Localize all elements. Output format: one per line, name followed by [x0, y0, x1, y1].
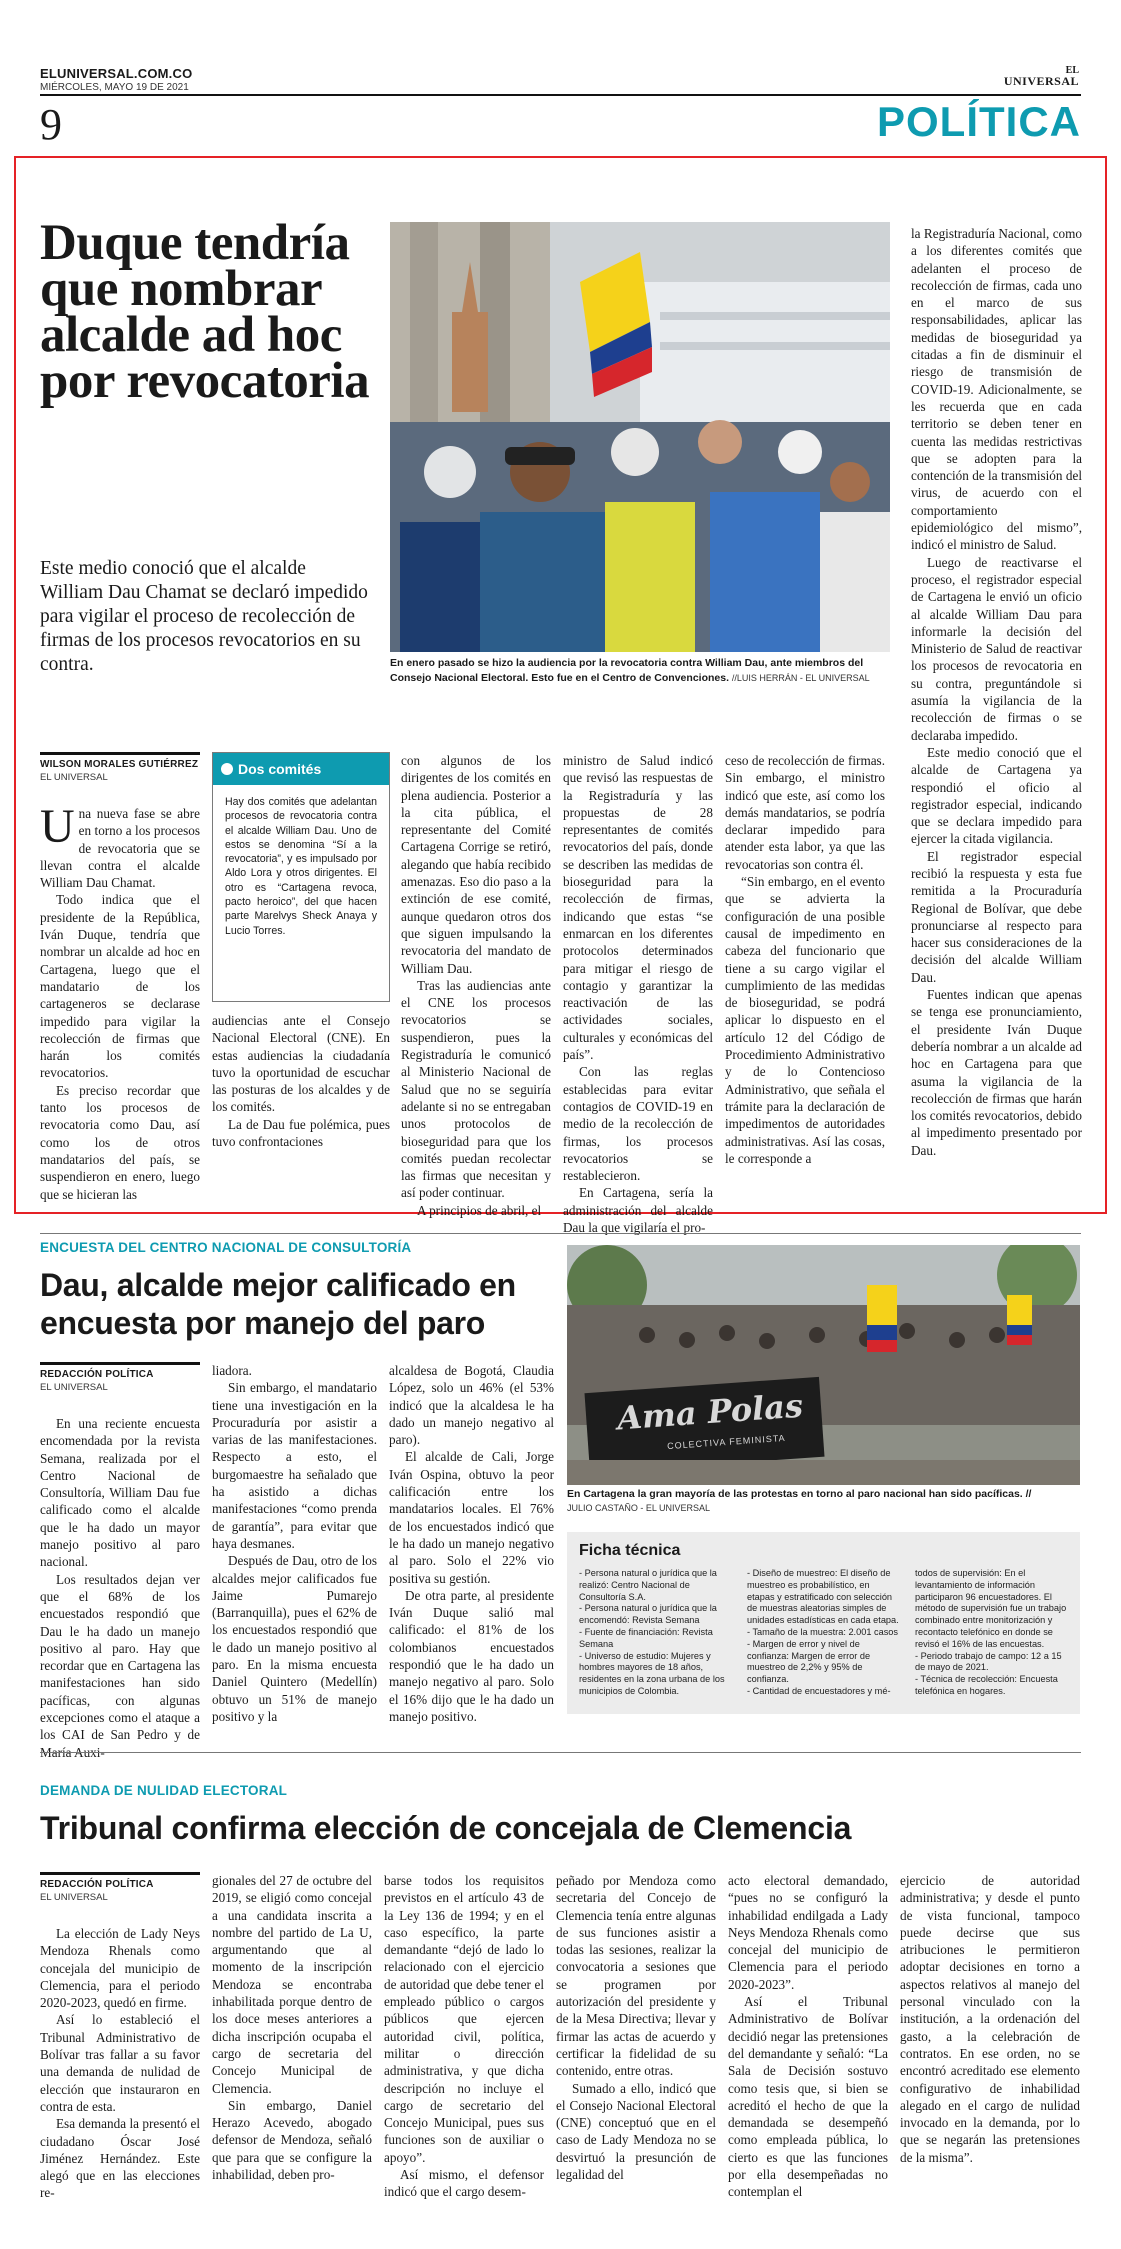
paragraph: Una nueva fase se abre en torno a los procesos de revocatoria que se llevan contra el alcalde William Dau Chamat.	[40, 800, 200, 891]
paragraph: Luego de reactivarse el proceso, el registrador especial de Cartagena le envió un oficio al alcalde William Dau para informarle la decisión del Ministerio de Salud de reactivar los procesos de revocatoria en su contra, preguntándole si asumía la vigilancia de la recolección de firmas o se declaraba impedido.	[911, 554, 1082, 743]
paragraph: peñado por Mendoza como secretaria del Concejo de Clemencia tenía entre algunas de sus funciones asistir a todas las sesiones, realizar la convocatoria a sesiones que se programen por autorización del presidente y de la Mesa Directiva; llevar y firmar las actas de acuerdo y certificar la fidelidad de su contenido, entre otras.	[556, 1873, 716, 2079]
paragraph: La de Dau fue polémica, pues tuvo confrontaciones	[212, 1116, 390, 1150]
paragraph: la Registraduría Nacional, como a los diferentes comités que adelanten el proceso de recolección de firmas, cada uno en el marco de sus responsabilidades, aplicar las medidas de bioseguridad ya citadas a fin de disminuir el riesgo de transmisión de COVID-19. Adicionalmente, se les recuerda que en cada territorio se deben tener en cuenta las medidas restrictivas que se adopten para la contención de la transmisión del virus, de acuerdo con el comportamiento epidemiológico del mismo”, indicó el ministro de Salud.	[911, 226, 1082, 553]
paragraph: Este medio conoció que el alcalde de Cartagena ya respondió el oficio al registrador especial, indicando que se declara impedido para ejercer la citada vigilancia.	[911, 744, 1082, 847]
paragraph: Fuentes indican que apenas se tenga ese pronunciamiento, el presidente Iván Duque debería nombrar a un alcalde ad hoc en Cartagena para que asuma la vigilancia de la recolección de firmas que harán los comités revocatorios, debido al impedimento presentado por Dau.	[911, 987, 1082, 1158]
article3-col5	[728, 1872, 888, 2201]
article2-col1	[40, 1415, 200, 1761]
byline-org: EL UNIVERSAL	[40, 1382, 108, 1393]
article2-headline: Dau, alcalde mejor calificado en encuesta por manejo del paro	[40, 1267, 516, 1341]
article2-kicker: ENCUESTA DEL CENTRO NACIONAL DE CONSULTORÍA	[40, 1240, 412, 1255]
paragraph: En Cartagena, sería la administración del alcalde Dau la que vigilaría el pro-	[563, 1185, 713, 1236]
article2-col2	[212, 1362, 377, 1725]
paragraph: alcaldesa de Bogotá, Claudia López, solo un 46% (el 53% indicó que la alcaldesa le ha dado un manejo negativo al paro).	[389, 1363, 554, 1448]
paragraph: De otra parte, al presidente Iván Duque salió mal calificado: el 81% de los colombianos encuestados respondió que le ha dado un manejo negativo al paro. Solo el 16% dijo que le ha dado un manejo positivo.	[389, 1587, 554, 1724]
paragraph: audiencias ante el Consejo Nacional Electoral (CNE). En estas audiencias la ciudadanía tuvo la oportunidad de escuchar las posturas de los alcaldes y de los comités.	[212, 1013, 390, 1115]
byline-name: WILSON MORALES GUTIÉRREZ	[40, 752, 200, 770]
article2-col3	[389, 1362, 554, 1725]
logo-universal: UNIVERSAL	[1003, 74, 1079, 88]
article3-col4	[556, 1872, 716, 2183]
paragraph: Así mismo, el defensor indicó que el cargo desem-	[384, 2167, 544, 2200]
section-title: POLÍTICA	[877, 98, 1081, 145]
logo-el: EL	[1065, 65, 1079, 76]
paragraph: ejercicio de autoridad administrativa; y desde el punto de vista funcional, tampoco puede decirse que sus atribuciones le permitieron adoptar decisiones en torno a aspectos relativos al manejo del personal vinculado con la institución, a la ordenación del gasto, a la celebración de contratos. En ese orden, no se encontró acreditado ese elemento configurativo de inhabilidad alegado en el cargo de nulidad invocado en la demanda, por lo que se negarán las pretensiones de la misma”.	[900, 1873, 1080, 2165]
paragraph: Después de Dau, otro de los alcaldes mejor calificados fue Jaime Pumarejo (Barranquilla), pues el 62% de los encuestados respondió que le dado un manejo positivo al paro. En la misma encuesta Daniel Quintero (Medellín) obtuvo un 51% de manejo positivo y la	[212, 1553, 377, 1724]
paragraph: gionales del 27 de octubre del 2019, se eligió como concejal a una candidata inscrita a nombre del partido de La U, argumentando que al momento de la inscripción Mendoza se encontraba inhabilitada porque dentro de los doce meses anteriores a dicha inscripción ocupaba el cargo de secretaria del Concejo Municipal de Clemencia.	[212, 1873, 372, 2096]
paragraph: Sumado a ello, indicó que el Consejo Nacional Electoral (CNE) conceptuó que en el caso de Lady Mendoza no se desvirtuó la presunción de legalidad del	[556, 2080, 716, 2183]
article1-col5	[725, 752, 885, 1167]
byline-org: EL UNIVERSAL	[40, 772, 108, 783]
article3-col2	[212, 1872, 372, 2183]
sidebar-box	[212, 752, 390, 1002]
article1-col3	[401, 752, 551, 1219]
sidebar-title: Dos comités	[238, 761, 322, 777]
paragraph: Así el Tribunal Administrativo de Bolívar decidió negar las pretensiones del demandante y señaló: “La Sala de Decisión sostuvo como tesis que, si bien se acreditó el hecho de que la demandada se desempeñó como empleada pública, lo cierto es que las funciones por ella desempeñadas no contemplan el	[728, 1994, 888, 2200]
article1-dek: Este medio conoció que el alcalde William Dau Chamat se declaró impedido para vigilar el proceso de recolección de firmas de los procesos revocatorios en su contra.	[40, 558, 368, 675]
article1-col2	[212, 1012, 390, 1150]
drop-cap: U	[40, 800, 75, 853]
paragraph: con algunos de los dirigentes de los comités en plena audiencia. Posterior a la cita pública, el representante del Comité Cartagena Corrige se retiró, alegando que había recibido amenazas. Eso dio paso a la extinción de ese comité, aunque quedaron otros dos que siguen impulsando la revocatoria del mandato de William Dau.	[401, 753, 551, 976]
photo-credit: JULIO CASTAÑO - EL UNIVERSAL	[567, 1503, 711, 1513]
article1-headline: Duque tendría que nombrar alcalde ad hoc por revocatoria	[40, 215, 370, 409]
article3-col3	[384, 1872, 544, 2201]
ficha-col2: - Diseño de muestreo: El diseño de muestreo es probabilístico, en etapas y estratificado con selección de muestras aleatorias simples de unidades estadísticas en cada etapa. - Tamaño de la muestra: 2.001 casos - Margen de error y nivel de confianza: Margen de error de muestreo de 2,2% y 95% de confianza. - Cantidad de encuestadores y mé-	[747, 1568, 899, 1696]
paragraph: Tras las audiencias ante el CNE los procesos revocatorios se suspendieron, pues la Registraduría le comunicó al Ministerio Nacional de Salud que no se seguiría adelante si no se entregaban unos protocolos de bioseguridad para que los comités puedan recolectar las firmas que necesitan y así poder continuar.	[401, 977, 551, 1201]
crowd-photo	[390, 222, 890, 652]
article3-kicker: DEMANDA DE NULIDAD ELECTORAL	[40, 1783, 288, 1798]
paragraph: Los resultados dejan ver que el 68% de los encuestados respondió que Dau le ha dado un manejo positivo al paro. Hay que recordar que en Cartagena las manifestaciones han sido pacíficas, con algunas excepciones como el ataque a los CAI de San Pedro y de María Auxi-	[40, 1571, 200, 1760]
article3-headline: Tribunal confirma elección de concejala de Clemencia	[40, 1810, 852, 1846]
paragraph: barse todos los requisitos previstos en el artículo 43 de la Ley 136 de 1994; y en el caso específico, la parte demandante “dejó de lado lo relacionado con el ejercicio de autoridad que debe tener el empleado público o cargos públicos que ejercen autoridad civil, política, militar o dirección administrativa, y que dicha descripción no incluye el cargo de secretario del Concejo Municipal, pues sus funciones son de auxiliar o apoyo”.	[384, 1873, 544, 2165]
byline-org: EL UNIVERSAL	[40, 1892, 108, 1903]
ficha-col1: - Persona natural o jurídica que la realizó: Centro Nacional de Consultoría S.A. - Persona natural o jurídica que la encomendó: Revista Semana - Fuente de financiación: Revista Semana - Universo de estudio: Mujeres y hombres mayores de 18 años, residentes en la zona urbana de los municipios de Colombia.	[579, 1568, 725, 1696]
caption-text: En Cartagena la gran mayoría de las protestas en torno al paro nacional han sido pacíficas. //	[567, 1488, 1032, 1500]
banner-text: Ama Polas	[615, 1386, 805, 1438]
ficha-title: Ficha técnica	[579, 1542, 681, 1559]
article1-col6	[911, 225, 1082, 1159]
article3-col1	[40, 1925, 200, 2202]
header-rule	[40, 94, 1081, 96]
article1-photo	[390, 222, 890, 652]
protest-photo	[567, 1245, 1080, 1485]
ficha-tecnica-box	[567, 1532, 1080, 1714]
circle-icon	[221, 763, 233, 775]
site-url[interactable]: ELUNIVERSAL.COM.CO	[40, 66, 193, 81]
section-divider	[40, 1233, 1081, 1234]
article3-col6	[900, 1872, 1080, 2166]
section-divider	[40, 1752, 1081, 1753]
article1-caption	[390, 656, 890, 686]
article1-byline	[40, 752, 200, 783]
article1-col4	[563, 752, 713, 1236]
paragraph: Es preciso recordar que tanto los procesos de revocatoria como Dau, así como los de otros mandatarios del país, se suspendieron en enero, luego que se hicieran las	[40, 1082, 200, 1202]
paragraph: acto electoral demandado, “pues no se configuró la inhabilidad endilgada a Lady Neys Mendoza Rhenals como concejal del municipio de Clemencia para el periodo 2020-2023”.	[728, 1873, 888, 1992]
paragraph: Con las reglas establecidas para evitar contagios de COVID-19 en medio de la recolección de firmas, los procesos revocatorios se restablecieron.	[563, 1064, 713, 1184]
paragraph: Esa demanda la presentó el ciudadano Óscar José Jiménez Hernández. Este alegó que en las elecciones re-	[40, 2116, 200, 2201]
ficha-col3: todos de supervisión: En el levantamiento de información participaron 96 encuestadores. El método de supervisión fue un trabajo combinado entre monitorización y recontacto telefónico en donde se revisó el 16% de las encuestas. - Periodo trabajo de campo: 12 a 15 de mayo de 2021. - Técnica de recolección: Encuesta telefónica en hogares.	[915, 1568, 1067, 1696]
publication-date: MIÉRCOLES, MAYO 19 DE 2021	[40, 82, 189, 93]
masthead-left	[40, 66, 192, 93]
caption-text: En enero pasado se hizo la audiencia por la revocatoria contra William Dau, ante miembros del Consejo Nacional Electoral. Esto fue en el Centro de Convenciones.	[390, 657, 864, 684]
article2-byline	[40, 1362, 200, 1393]
paragraph: “Sin embargo, en el evento que se advierta la configuración de una posible causal de impedimento en cabeza del funcionario que tiene a su cargo vigilar el cumplimiento de las medidas de bioseguridad, se podrá aplicar lo dispuesto en el artículo 12 del Código de Procedimiento Administrativo y de lo Contencioso Administrativo, que señala el trámite para la declaración de impedimentos de autoridades administrativas. Así las cosas, le corresponde a	[725, 874, 885, 1166]
page-number: 9	[40, 100, 62, 149]
newspaper-logo	[1004, 66, 1079, 86]
byline-name: REDACCIÓN POLÍTICA	[40, 1362, 200, 1380]
paragraph: liadora.	[212, 1363, 252, 1378]
paragraph: En una reciente encuesta encomendada por la revista Semana, realizada por el Centro Nacional de Consultoría, William Dau fue calificado como el alcalde que le ha dado un mayor manejo positivo al paro nacional.	[40, 1416, 200, 1570]
paragraph: ministro de Salud indicó que revisó las respuestas de la Registraduría y las propuestas de 28 representantes de comités revocatorios del país, donde se describen las medidas de bioseguridad para la recolección de firmas, indicando que estas “se enmarcan en los diferentes protocolos determinados para mitigar el riesgo de contagio y garantizar la reactivación de las actividades sociales, culturales y económicas del país”.	[563, 753, 713, 1063]
article1-col1	[40, 800, 200, 1203]
sidebar-header	[213, 753, 389, 785]
photo-credit: //LUIS HERRÁN - EL UNIVERSAL	[731, 673, 870, 683]
paragraph: El registrador especial recibió la respuesta y esta fue remitida a la Procuraduría Regional de Bolívar, que debe pronunciarse al respecto para hacer sus consideraciones de la decisión del alcalde William Dau.	[911, 848, 1082, 985]
article3-byline	[40, 1872, 200, 1903]
article2-caption	[567, 1487, 1080, 1515]
paragraph: El alcalde de Cali, Jorge Iván Ospina, obtuvo la peor calificación entre los mandatarios locales. El 76% de los encuestados indicó que le ha dado un manejo negativo al paro. Solo el 22% vio positiva su gestión.	[389, 1449, 554, 1586]
byline-name: REDACCIÓN POLÍTICA	[40, 1872, 200, 1890]
article2-photo	[567, 1245, 1080, 1485]
sidebar-text: Hay dos comités que adelantan procesos de revocatoria contra el alcalde William Dau. Uno de estos se denomina “Sí a la revocatoria”, y es impulsado por Aldo Lora y otros dirigentes. El otro es “Cartagena revoca, pacto heroico”, del que hacen parte Marelvys Sheck Anaya y Lucio Torres.	[225, 796, 377, 937]
paragraph: ceso de recolección de firmas. Sin embargo, el ministro indicó que este, así como los demás mandatarios, se podría declarar impedido para atender esta labor, ya que las revocatorias son contra él.	[725, 753, 885, 872]
paragraph: La elección de Lady Neys Mendoza Rhenals como concejala del municipio de Clemencia, para el periodo 2020-2023, quedó en firme.	[40, 1926, 200, 2011]
paragraph: A principios de abril, el	[417, 1202, 542, 1218]
paragraph: Sin embargo, el mandatario tiene una investigación en la Procuraduría por asistir a varias de las manifestaciones. Respecto a esto, el burgomaestre ha señalado que ha asistido a dichas manifestaciones “como prenda de garantía”, para evitar que haya desmanes.	[212, 1380, 377, 1551]
paragraph: Sin embargo, Daniel Herazo Acevedo, abogado defensor de Mendoza, señaló que para que se configure la inhabilidad, deben pro-	[212, 2097, 372, 2183]
paragraph: Todo indica que el presidente de la República, Iván Duque, tendría que nombrar un alcalde ad hoc en Cartagena, luego que el mandatario de los cartageneros se declarase impedido para vigilar la recolección de firmas que harán los comités revocatorios.	[40, 892, 200, 1081]
banner-subtext: COLECTIVA FEMINISTA	[666, 1432, 786, 1452]
paragraph: Así lo estableció el Tribunal Administrativo de Bolívar tras fallar a su favor una demanda de nulidad de elección que instauraron en contra de esta.	[40, 2012, 200, 2114]
